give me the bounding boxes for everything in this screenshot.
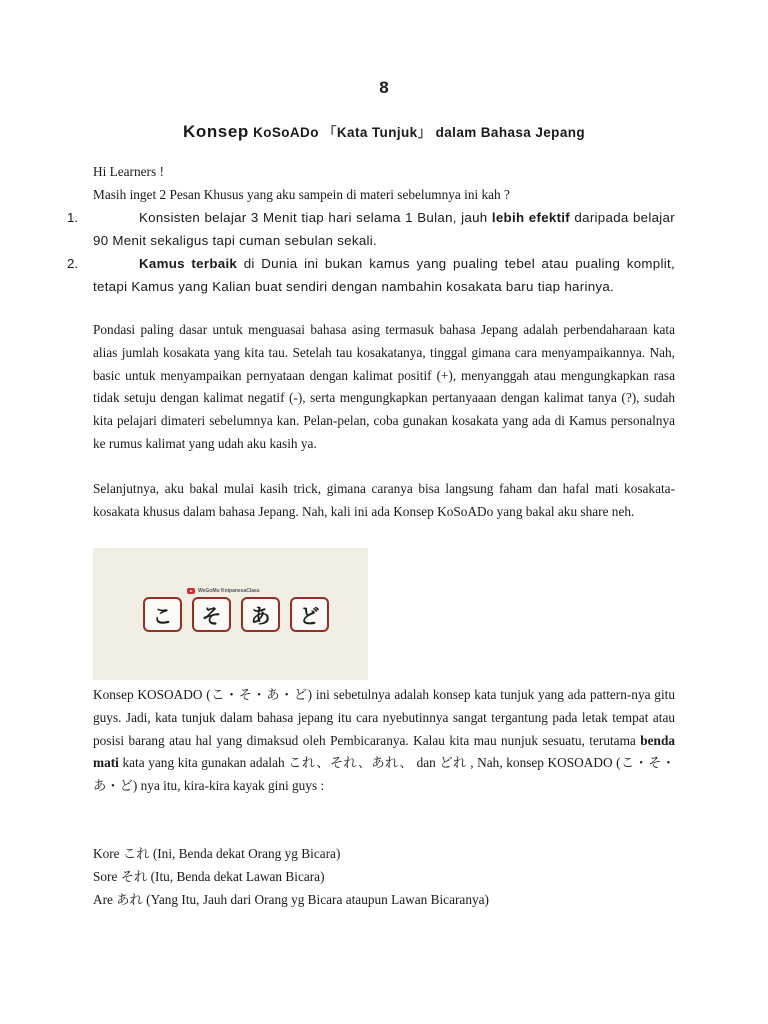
list-item-1-text: Konsisten belajar 3 Menit tiap hari selama 1 Bulan, jauh: [139, 210, 492, 225]
page-title-lead: Konsep: [182, 122, 249, 141]
paragraph-kosoado: [93, 684, 675, 798]
list-item-2: [93, 252, 675, 298]
example-are: Are あれ (Yang Itu, Jauh dari Orang yg Bicara ataupun Lawan Bicaranya): [93, 892, 489, 907]
example-kore: Kore これ (Ini, Benda dekat Orang yg Bicara): [93, 846, 341, 861]
list-number-1: 1.: [67, 210, 79, 225]
list-item-1: [93, 206, 675, 252]
page-number: 8: [379, 78, 389, 97]
page-title-rest: KoSoADo 「Kata Tunjuk」 dalam Bahasa Jepang: [253, 125, 586, 140]
kana-do: ど: [290, 597, 329, 632]
list-item-2-bold: Kamus terbaik: [139, 256, 238, 271]
intro-text: Masih inget 2 Pesan Khusus yang aku sampein di materi sebelumnya ini kah ?: [93, 187, 510, 202]
channel-tag-text: WeGoMu KnipanesaClass: [198, 588, 260, 594]
paragraph-trick: Selanjutnya, aku bakal mulai kasih trick, gimana caranya bisa langsung faham dan hafal mati kosakata-kosakata khusus dalam bahasa Jepang. Nah, kali ini ada Konsep KoSoADo yang bakal aku share neh.: [93, 481, 675, 519]
paragraph-kosoado-text: Konsep KOSOADO (こ・そ・あ・ど) ini sebetulnya adalah konsep kata tunjuk yang ada pattern-nya gitu guys. Jadi, kata tunjuk dalam bahasa jepang itu cara nyebutinnya sangat tergantung pada letak tempat atau posisi barang atau hal yang dimaksud oleh Pembicaranya. Kalau kita mau nunjuk sesuatu, terutama: [93, 687, 675, 748]
list-item-1-tail: daripada belajar 90 Menit sekaligus tapi cuman sebulan sekali.: [93, 210, 675, 248]
list-item-2-text: di Dunia ini bukan kamus yang pualing tebel atau pualing komplit, tetapi Kamus yang Kalian buat sendiri dengan nambahin kosakata baru tiap harinya.: [93, 256, 675, 294]
kosoado-image: [93, 548, 368, 680]
youtube-icon: [187, 588, 195, 594]
channel-tag: [187, 586, 260, 596]
list-item-1-bold: lebih efektif: [491, 210, 571, 225]
list-number-2: 2.: [67, 256, 79, 271]
paragraph-kosoado-bold: benda mati: [93, 732, 675, 771]
kana-row: [143, 597, 329, 632]
kana-a: あ: [241, 597, 280, 632]
kana-ko: こ: [143, 597, 182, 632]
page-title: [0, 121, 768, 142]
paragraph-vocabulary: Pondasi paling dasar untuk menguasai bahasa asing termasuk bahasa Jepang adalah perbendaharaan kata alias jumlah kosakata yang kita tau. Setelah tau kosakatanya, tinggal gimana cara menyampaikannya. Nah, basic untuk menyampaikan pernyataan dengan kalimat positif (+), menyanggah atau mengungkapkan rasa tidak setuju dengan kalimat negatif (-), serta mengungkapkan pertanyaaan dengan kalimat tanya (?), sudah kita pelajari dimateri sebelumnya kan. Pelan-pelan, coba gunakan kosakata yang ada di Kamus personalnya ke rumus kalimat yang udah aku kasih ya.: [93, 322, 675, 451]
example-sore: Sore それ (Itu, Benda dekat Lawan Bicara): [93, 869, 325, 884]
paragraph-kosoado-tail: kata yang kita gunakan adalah これ、それ、あれ、 dan どれ , Nah, konsep KOSOADO (こ・そ・あ・ど) nya itu, kira-kira kayak gini guys :: [93, 755, 675, 794]
kana-so: そ: [192, 597, 231, 632]
greeting-text: Hi Learners !: [93, 164, 164, 179]
